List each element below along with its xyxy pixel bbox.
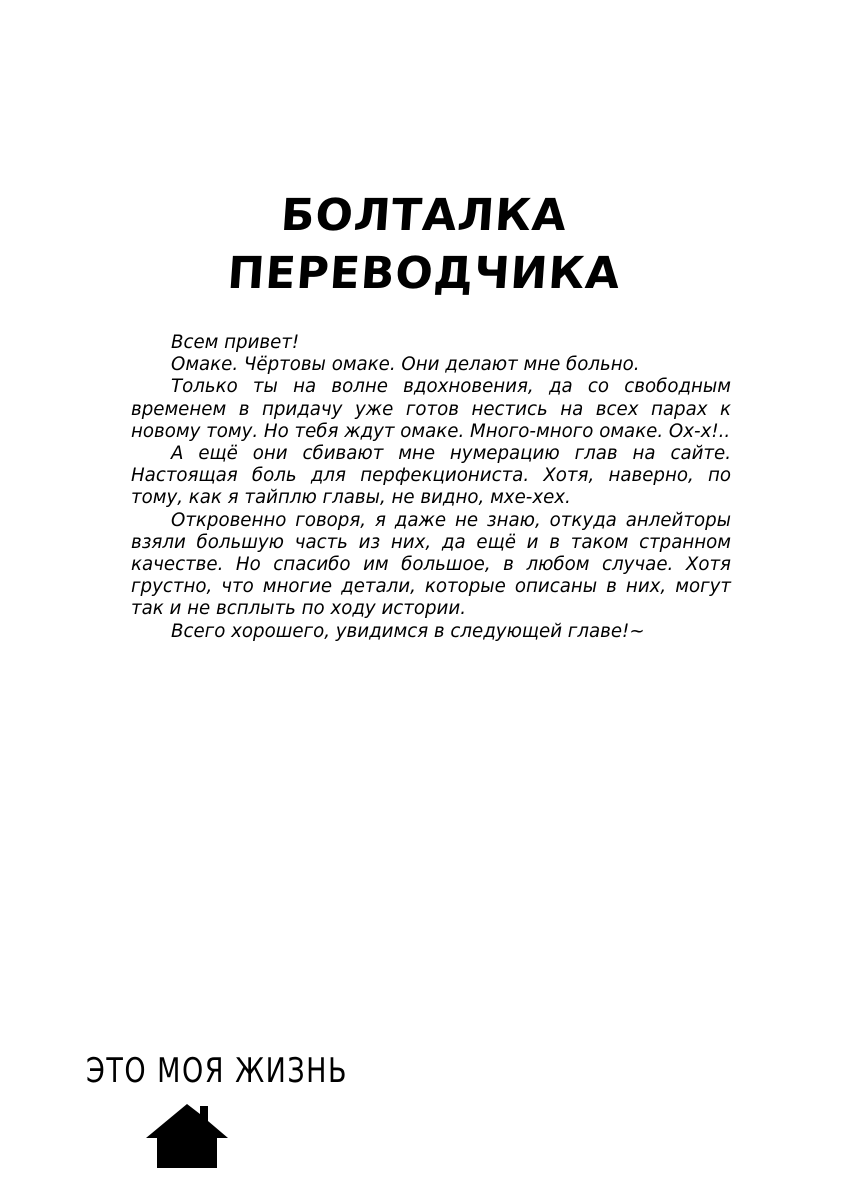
translator-note [131, 332, 731, 643]
paragraph-farewell: Всего хорошего, увидимся в следующей главе!~ [171, 620, 645, 642]
paragraph-inspiration: Только ты на волне вдохновения, да со свободным временем в придачу уже готов нестись на всех парах к новому тому. Но тебя ждут омаке. Много-много омаке. Ох-х!.. [131, 376, 731, 442]
page-title-line-2: ПЕРЕВОДЧИКА [225, 248, 623, 299]
paragraph-numbering: А ещё они сбивают мне нумерацию глав на сайте. Настоящая боль для перфекциониста. Хотя, наверно, по тому, как я тайплю главы, не видно, мхе-хех. [131, 443, 731, 509]
paragraph-omake: Омаке. Чёртовы омаке. Они делают мне больно. [171, 354, 640, 376]
page-title-line-1: БОЛТАЛКА [279, 190, 569, 241]
series-title: ЭТО МОЯ ЖИЗНЬ [86, 1052, 348, 1091]
paragraph-greeting: Всем привет! [171, 332, 300, 353]
house-icon [146, 1104, 228, 1168]
paragraph-honestly: Откровенно говоря, я даже не знаю, откуда анлейторы взяли большую часть из них, да ещё и в таком странном качестве. Но спасибо им большое, в любом случае. Хотя грустно, что многие детали, которые описаны в них, могут так и не всплыть по ходу истории. [131, 509, 731, 620]
